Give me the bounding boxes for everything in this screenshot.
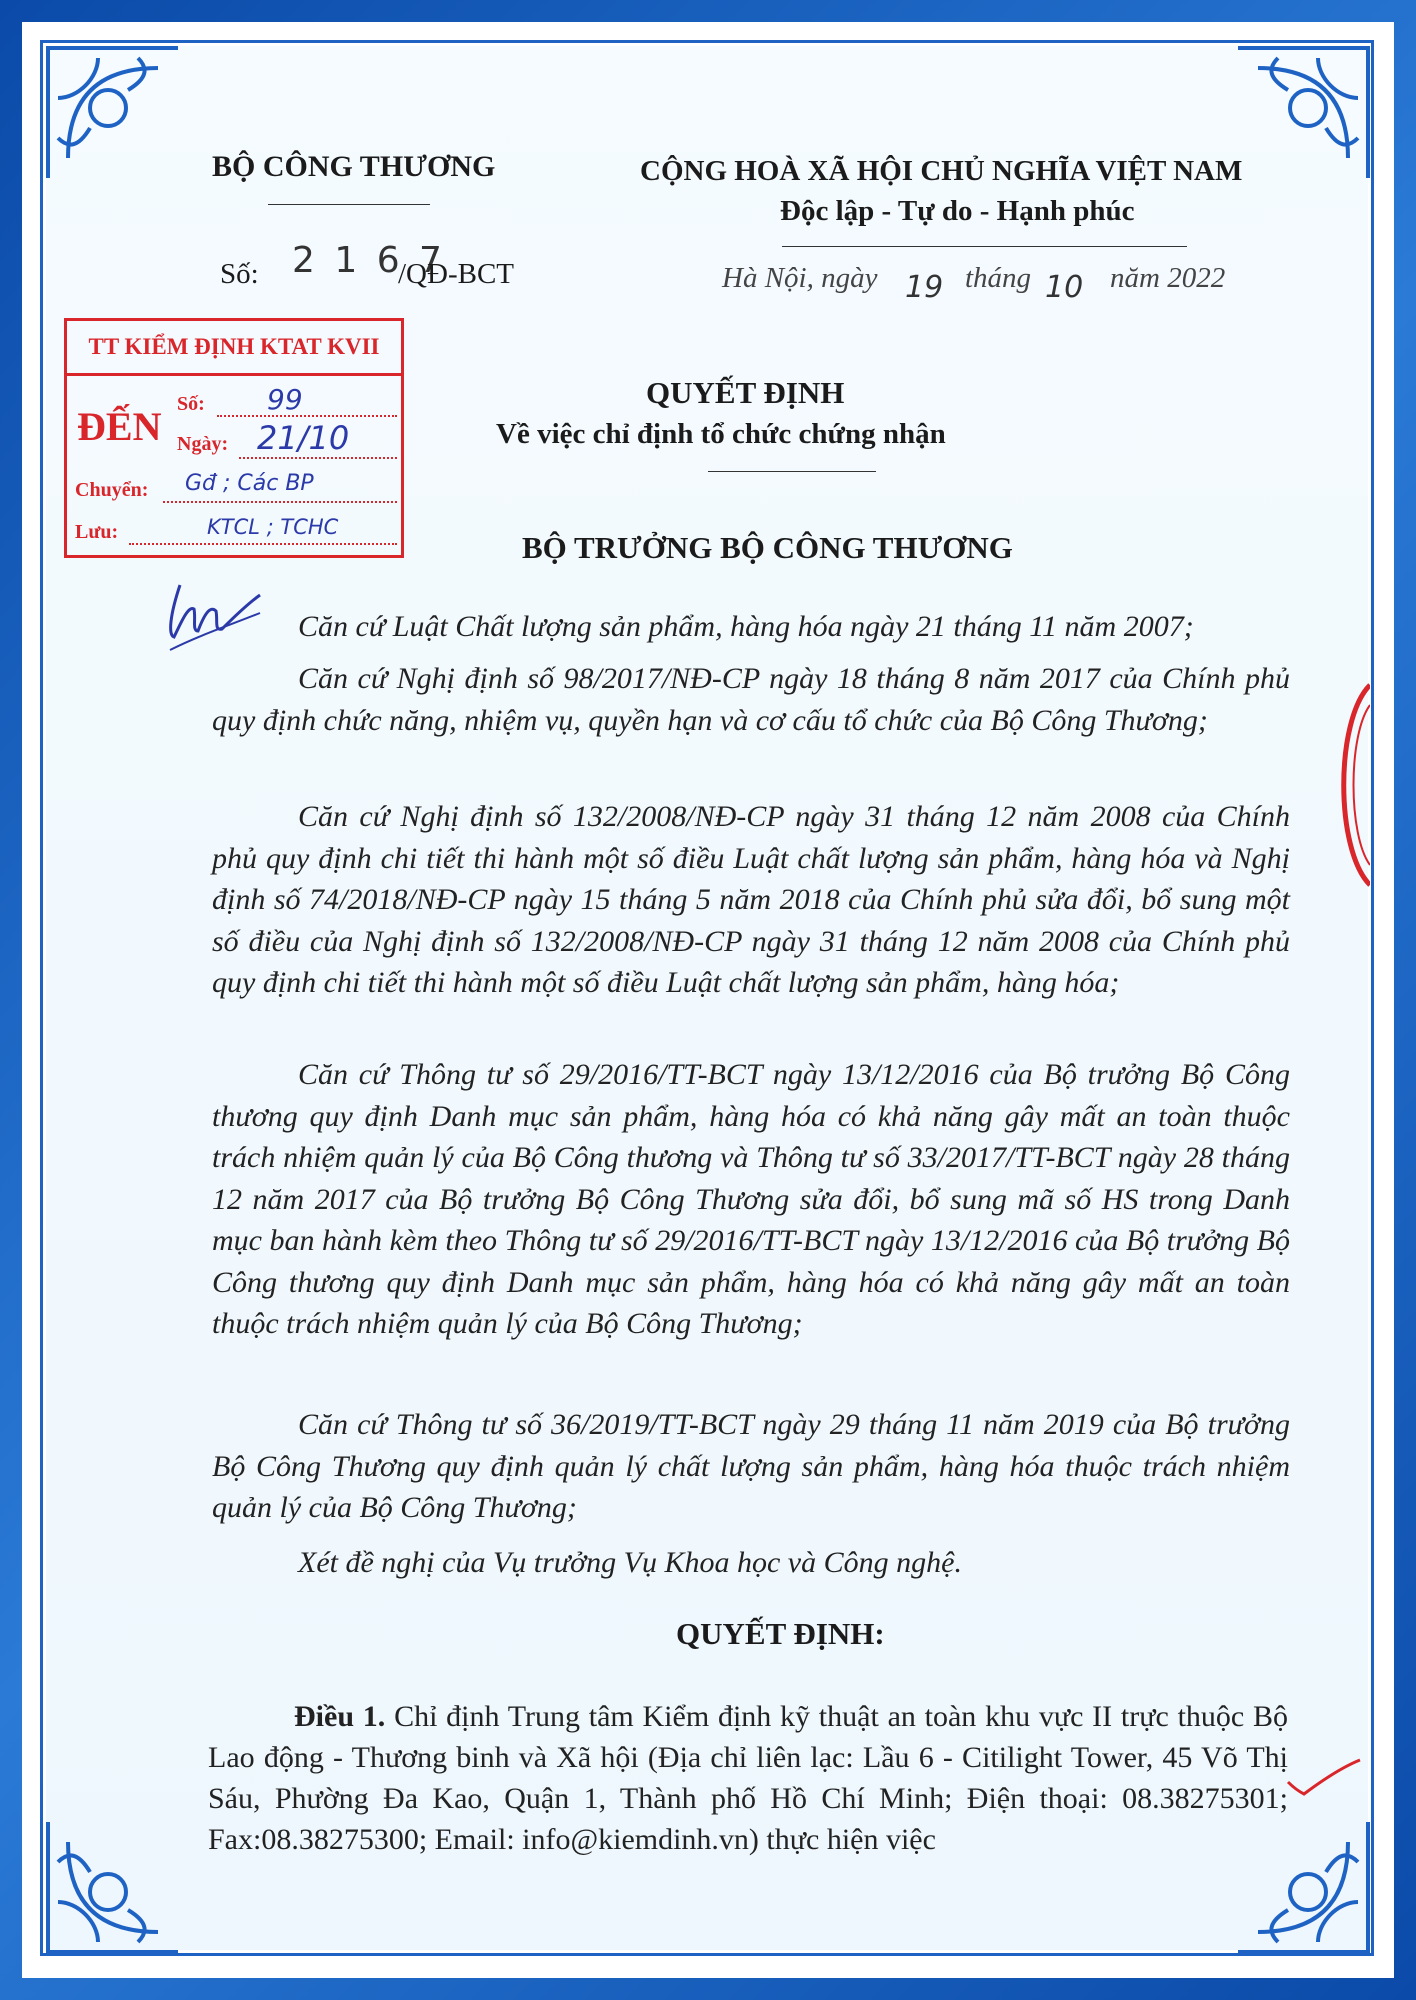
title-underline — [708, 471, 876, 472]
preamble-paragraph: Căn cứ Luật Chất lượng sản phẩm, hàng hóa ngày 21 tháng 11 năm 2007; — [298, 610, 1194, 643]
month-label: tháng — [965, 262, 1032, 294]
number-prefix: Số: — [220, 258, 259, 290]
stamp-luu-label: Lưu: — [75, 521, 119, 543]
stamp-so-label: Số: — [177, 393, 205, 415]
stamp-chuyen-label: Chuyển: — [75, 479, 149, 501]
stamp-dotted-line — [129, 543, 397, 545]
stamp-dotted-line — [163, 501, 397, 503]
stamp-so-hand: 99 — [267, 383, 303, 416]
preamble-paragraph: Căn cứ Thông tư số 36/2019/TT-BCT ngày 29 tháng 11 năm 2019 của Bộ trưởng Bộ Công Thương quy định quản lý chất lượng sản phẩm, hàng hóa thuộc trách nhiệm quản lý của Bộ Công Thương; — [212, 1408, 1290, 1524]
number-suffix: /QĐ-BCT — [398, 258, 514, 290]
motto-underline — [782, 246, 1187, 247]
corner-ornament-icon — [38, 1812, 188, 1962]
preamble-paragraph: Xét đề nghị của Vụ trưởng Vụ Khoa học và Công nghệ. — [298, 1546, 962, 1579]
stamp-chuyen-hand: Gđ ; Các BP — [185, 471, 314, 496]
article-1-text: Chỉ định Trung tâm Kiểm định kỹ thuật an toàn khu vực II trực thuộc Bộ Lao động - Thương binh và Xã hội (Địa chỉ liên lạc: Lầu 6 - Citilight Tower, 45 Võ Thị Sáu, Phường Đa Kao, Quận 1, Thành phố Hồ Chí Minh; Điện thoại: 08.38275301; Fax:08.38275300; Email: info@kiemdinh.vn) thực hiện việc — [208, 1700, 1289, 1856]
authority-heading: BỘ TRƯỞNG BỘ CÔNG THƯƠNG — [522, 530, 1013, 565]
handwritten-day: 19 — [905, 270, 944, 305]
ministry-name: BỘ CÔNG THƯƠNG — [212, 150, 496, 183]
stamp-dotted-line — [217, 415, 397, 417]
republic-name: CỘNG HOÀ XÃ HỘI CHỦ NGHĨA VIỆT NAM — [640, 155, 1243, 187]
article-1-label: Điều 1. — [294, 1700, 386, 1733]
preamble-paragraph: Căn cứ Nghị định số 98/2017/NĐ-CP ngày 18 tháng 8 năm 2017 của Chính phủ quy định chức năng, nhiệm vụ, quyền hạn và cơ cấu tổ chức của Bộ Công Thương; — [212, 662, 1290, 737]
checkmark-icon — [1284, 1752, 1364, 1802]
stamp-ngay-label: Ngày: — [177, 433, 229, 455]
stamp-title: TT KIỂM ĐỊNH KTAT KVII — [67, 321, 401, 376]
ministry-underline — [268, 204, 430, 205]
date-prefix: Hà Nội, ngày — [722, 262, 878, 294]
national-motto: Độc lập - Tự do - Hạnh phúc — [780, 195, 1135, 227]
year-text: năm 2022 — [1110, 262, 1226, 294]
handwritten-number: 2 1 6 7 — [292, 240, 446, 281]
corner-ornament-icon — [38, 38, 188, 188]
decision-heading: QUYẾT ĐỊNH: — [676, 1616, 885, 1651]
document-title: QUYẾT ĐỊNH — [646, 375, 845, 410]
article-1 — [208, 1696, 1288, 1860]
document-subtitle: Về việc chỉ định tổ chức chứng nhận — [496, 418, 946, 450]
stamp-luu-hand: KTCL ; TCHC — [207, 515, 339, 539]
received-stamp — [64, 318, 404, 558]
stamp-ngay-hand: 21/10 — [257, 419, 350, 457]
handwritten-month: 10 — [1045, 270, 1084, 305]
stamp-den: ĐẾN — [77, 404, 162, 449]
preamble-paragraph: Căn cứ Nghị định số 132/2008/NĐ-CP ngày 31 tháng 12 năm 2008 của Chính phủ quy định chi tiết thi hành một số điều Luật chất lượng sản phẩm, hàng hóa và Nghị định số 74/2018/NĐ-CP ngày 15 tháng 5 năm 2018 của Chính phủ sửa đổi, bổ sung một số điều của Nghị định số 132/2008/NĐ-CP ngày 31 tháng 12 năm 2008 của Chính phủ quy định chi tiết thi hành một số điều Luật chất lượng sản phẩm, hàng hóa; — [212, 800, 1290, 999]
seal-fragment-icon — [1330, 680, 1370, 890]
stamp-dotted-line — [239, 457, 397, 459]
preamble-paragraph: Căn cứ Thông tư số 29/2016/TT-BCT ngày 13/12/2016 của Bộ trưởng Bộ Công thương quy định Danh mục sản phẩm, hàng hóa có khả năng gây mất an toàn thuộc trách nhiệm quản lý của Bộ Công thương và Thông tư số 33/2017/TT-BCT ngày 28 tháng 12 năm 2017 của Bộ trưởng Bộ Công Thương sửa đổi, bổ sung mã số HS trong Danh mục ban hành kèm theo Thông tư số 29/2016/TT-BCT ngày 13/12/2016 của Bộ trưởng Bộ Công thương quy định Danh mục sản phẩm, hàng hóa có khả năng gây mất an toàn thuộc trách nhiệm quản lý của Bộ Công Thương; — [212, 1058, 1290, 1340]
corner-ornament-icon — [1228, 38, 1378, 188]
